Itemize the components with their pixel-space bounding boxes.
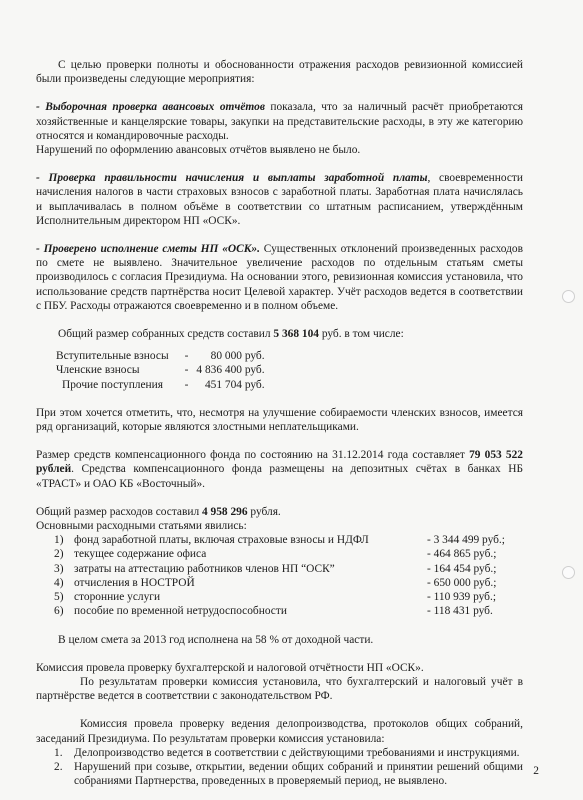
- funds-value: 451 704 руб.: [204, 378, 265, 391]
- list-item: [54, 562, 523, 576]
- records-check-paragraph: Комиссия провела проверку ведения делопроизводства, протоколов общих собраний, заседаний Президиума. По результатам проверки комиссия установила:: [36, 718, 523, 745]
- punch-hole-icon: [562, 290, 575, 303]
- funds-total-line: [36, 327, 523, 341]
- expenses-total-text: Общий размер расходов составил: [36, 505, 202, 518]
- budget-check-paragraph: [36, 242, 523, 313]
- advance-reports-paragraph: [36, 100, 523, 143]
- funds-label: Членские взносы: [56, 364, 140, 377]
- list-item-label: пособие по временной нетрудоспособности: [74, 605, 287, 618]
- compensation-fund-amount: 79 053 522 рублей: [36, 449, 524, 476]
- expenses-total-amount: 4 958 296: [202, 505, 248, 518]
- funds-value: 4 836 400 руб.: [196, 364, 265, 377]
- list-item-value: - 118 431 руб.: [427, 605, 493, 618]
- expenses-total-line: [36, 505, 523, 519]
- list-item-number: 3): [54, 562, 64, 575]
- expenses-list: [36, 533, 523, 618]
- list-item-value: - 3 344 499 руб.;: [427, 534, 505, 547]
- list-item-label: сторонние услуги: [74, 591, 161, 604]
- salary-check-text: , своевременности начисления налогов в части страховых взносов с заработной платы. Заработная плата начислялась и выплачивалась в полном объёме в соответствии со штатным расписанием, утверждённым Исполнительным директором НП «ОСК».: [36, 172, 523, 227]
- list-item-value: - 650 000 руб.;: [427, 576, 497, 589]
- budget-check-text: Существенных отклонений произведенных расходов по смете не выявлено. Значительное увеличение расходов по отдельным статьям сметы производилось с согласия Президиума. На основании этого, ревизионная комиссия установила, что использование средств партнёрства носит Целевой характер. Учёт расходов ведется в соответствии с ПБУ. Расходы отражаются своевременно и в полном объеме.: [36, 243, 524, 312]
- list-item-number: 1): [54, 534, 64, 547]
- tax-reporting-line: Комиссия провела проверку бухгалтерской и налоговой отчётности НП «ОСК».: [36, 661, 424, 674]
- list-item: [54, 576, 523, 590]
- list-item-value: - 164 454 руб.;: [427, 562, 497, 575]
- list-item: [54, 533, 523, 547]
- table-row: [56, 363, 265, 377]
- expenses-total-suffix: рубля.: [247, 505, 281, 518]
- findings-list: [36, 746, 523, 789]
- list-item-number: 1.: [54, 746, 63, 759]
- list-item-value: - 110 939 руб.;: [427, 591, 496, 604]
- funds-label: Вступительные взносы: [56, 350, 169, 363]
- list-item: [54, 746, 523, 760]
- list-item-text: Делопроизводство ведется в соответствии с действующими требованиями и инструкциями.: [74, 746, 520, 759]
- budget-check-lead: - Проверено исполнение сметы НП «ОСК».: [36, 243, 260, 256]
- list-item-number: 5): [54, 591, 64, 604]
- funds-dash: -: [184, 364, 189, 377]
- table-row: [56, 378, 265, 392]
- list-item-number: 4): [54, 576, 64, 589]
- list-item: [54, 760, 523, 788]
- list-item: [54, 590, 523, 604]
- advance-reports-text: показала, что за наличный расчёт приобретаются хозяйственные и канцелярские товары, закупки на представительские расходы, в эту же категорию относятся и командировочные расходы.: [36, 101, 523, 142]
- debtors-paragraph: При этом хочется отметить, что, несмотря на улучшение собираемости членских взносов, имеется ряд организаций, которые являются злостными неплательщиками.: [36, 406, 523, 434]
- funds-dash: -: [184, 378, 189, 391]
- funds-total-text: Общий размер собранных средств составил: [58, 328, 274, 341]
- list-item-label: отчисления в НОСТРОЙ: [74, 576, 195, 589]
- funds-total-amount: 5 368 104: [273, 328, 319, 341]
- page-number: 2: [533, 765, 539, 777]
- punch-hole-icon: [562, 566, 575, 579]
- list-item-value: - 464 865 руб.;: [427, 548, 497, 561]
- compensation-fund-text: Размер средств компенсационного фонда по состоянию на 31.12.2014 года составляет: [36, 449, 470, 462]
- salary-check-paragraph: [36, 171, 523, 228]
- list-item-text: Нарушений при созыве, открытии, ведении общих собраний и принятии решений общими собраниями Партнерства, проведенных в проверяемый период, не выявлено.: [74, 760, 523, 788]
- list-item-label: затраты на аттестацию работников членов НП “ОСК”: [74, 562, 335, 575]
- list-item-number: 2.: [54, 760, 63, 773]
- salary-check-lead: - Проверка правильности начисления и выплаты заработной платы: [36, 172, 428, 185]
- accounting-result-paragraph: По результатам проверки комиссия установила, что бухгалтерский и налоговый учёт в партнёрстве ведется в соответствии с законодательством РФ.: [36, 675, 523, 703]
- funds-total-suffix: руб. в том числе:: [318, 328, 404, 341]
- list-item-number: 2): [54, 548, 64, 561]
- funds-value: 80 000 руб.: [210, 350, 265, 363]
- funds-dash: -: [184, 350, 189, 363]
- compensation-fund-rest: . Средства компенсационного фонда размещены на депозитных счётах в банках НБ «ТРАСТ» и ОАО КБ «Восточный».: [36, 463, 523, 490]
- list-item: [54, 604, 523, 618]
- funds-label: Прочие поступления: [62, 378, 163, 391]
- list-item-label: фонд заработной платы, включая страховые взносы и НДФЛ: [74, 534, 369, 547]
- table-row: [56, 349, 265, 363]
- list-item-label: текущее содержание офиса: [74, 548, 207, 561]
- compensation-fund-paragraph: [36, 448, 523, 491]
- list-item: [54, 547, 523, 561]
- intro-paragraph: С целью проверки полноты и обоснованности отражения расходов ревизионной комиссией были произведены следующие мероприятия:: [36, 59, 523, 86]
- funds-breakdown-table: [56, 349, 265, 392]
- advance-reports-lead: - Выборочная проверка авансовых отчётов: [36, 101, 265, 114]
- expenses-heading: Основными расходными статьями явились:: [36, 520, 247, 533]
- budget-execution-line: В целом смета за 2013 год исполнена на 58 % от доходной части.: [58, 633, 374, 646]
- advance-reports-note: Нарушений по оформлению авансовых отчётов выявлено не было.: [36, 144, 361, 157]
- list-item-number: 6): [54, 605, 64, 618]
